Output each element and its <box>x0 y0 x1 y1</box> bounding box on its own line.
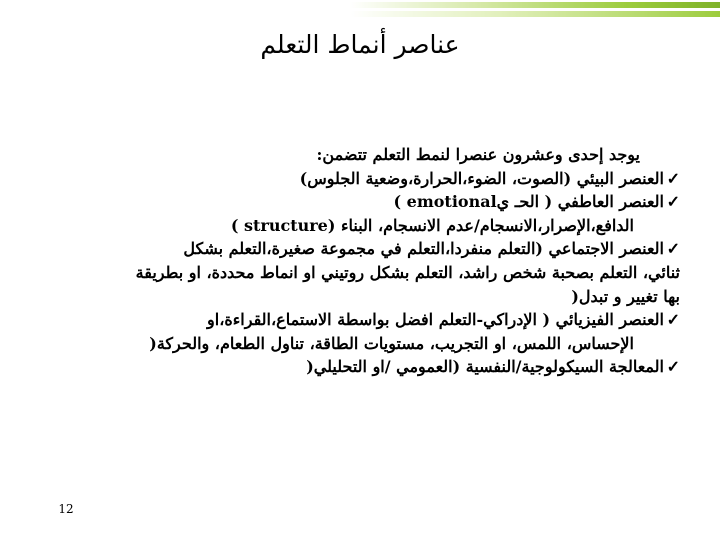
bullet-physical <box>34 308 680 332</box>
bullet-text: ثنائي، التعلم بصحبة شخص راشد، التعلم بشكل روتيني او انماط محددة، او بطريقة <box>135 262 680 282</box>
page-number: 12 <box>58 502 74 516</box>
bullet-text: العنصر العاطفي ( الحـ يemotional ) <box>393 192 664 212</box>
check-icon: ✓ <box>666 168 680 188</box>
bullet-emotional-continued <box>34 214 680 238</box>
intro-line <box>34 143 680 167</box>
bullet-text: المعالجة السيكولوجية/النفسية (العمومي /او التحليلي( <box>306 357 664 377</box>
bullet-text: العنصر الفيزيائي ( الإدراكي-التعلم افضل بواسطة الاستماع،القراءة،او <box>207 310 664 330</box>
bullet-text: العنصر البيئي (الصوت، الضوء،الحرارة،وضعية الجلوس) <box>299 168 664 188</box>
bullet-text: بها تغيير و تبدل( <box>571 286 680 306</box>
slide-title: عناصر أنماط التعلم <box>260 30 460 59</box>
bullet-physical-continued <box>34 332 680 356</box>
bullet-emotional <box>34 190 680 214</box>
decorative-bar-bottom <box>350 11 720 17</box>
bullet-social <box>34 237 680 261</box>
intro-text: يوجد إحدى وعشرون عنصرا لنمط التعلم تتضمن: <box>316 145 640 164</box>
bullet-environmental <box>34 167 680 191</box>
check-icon: ✓ <box>666 192 680 212</box>
check-icon: ✓ <box>666 310 680 330</box>
bullet-text: الإحساس، اللمس، او التجريب، مستويات الطاقة، تناول الطعام، والحركة( <box>149 333 634 353</box>
bullet-psychological <box>34 355 680 379</box>
bullet-text: الدافع،الإصرار،الانسجام/عدم الانسجام، البناء (structure ) <box>230 215 634 235</box>
slide-body <box>34 143 680 379</box>
decorative-bar-top <box>350 2 720 8</box>
bullet-social-continued-2 <box>34 285 680 309</box>
bullet-social-continued <box>34 261 680 285</box>
check-icon: ✓ <box>666 357 680 377</box>
bullet-text: العنصر الاجتماعي (التعلم منفردا،التعلم في مجموعة صغيرة،التعلم بشكل <box>183 239 664 259</box>
decorative-header-bars <box>350 0 720 20</box>
check-icon: ✓ <box>666 239 680 259</box>
